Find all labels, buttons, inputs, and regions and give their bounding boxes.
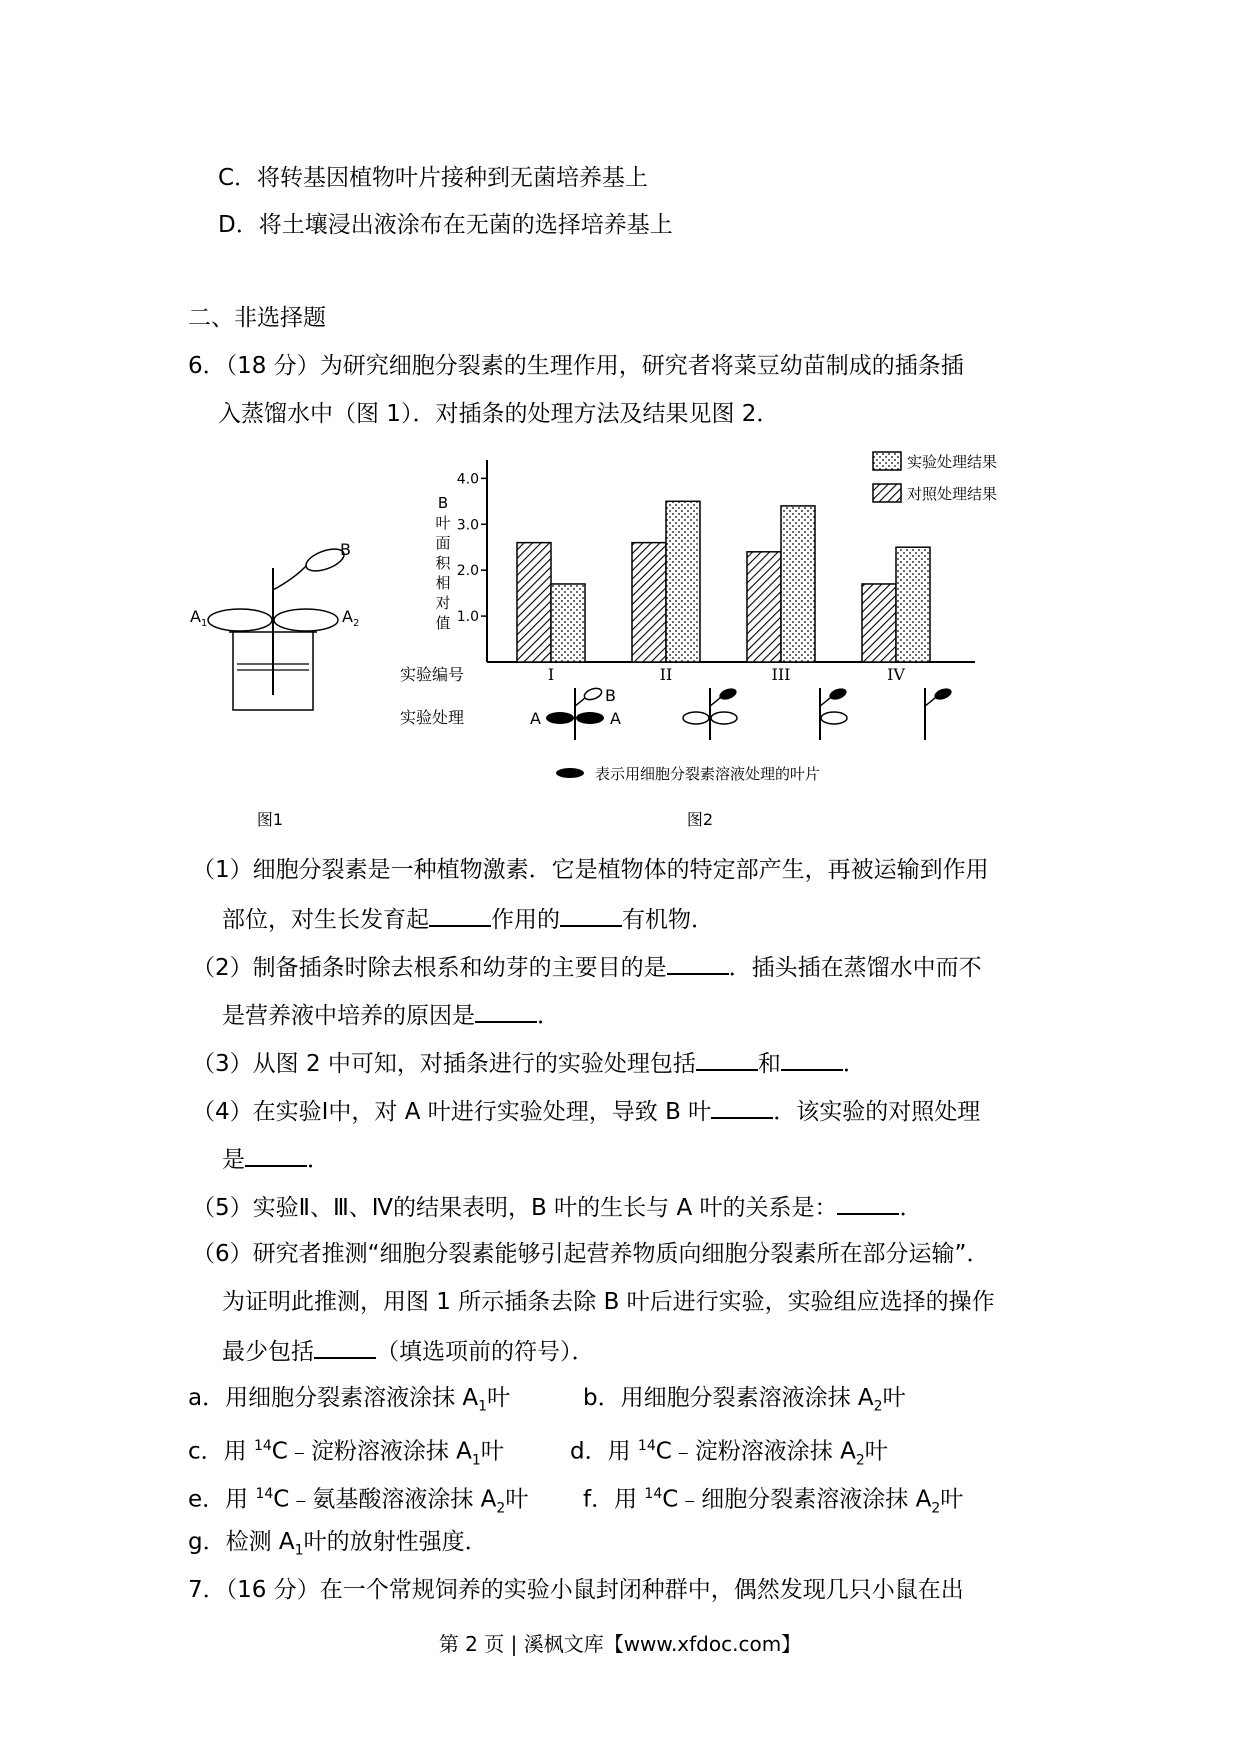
blank-10[interactable] xyxy=(314,1335,376,1359)
choice-e: e．用 $^{14}$C﹣氨基酸溶液涂抹 $A_2$叶 xyxy=(188,1486,529,1517)
x-tick-labels xyxy=(548,665,906,684)
bar-control xyxy=(517,543,551,662)
row-label-treatment: 实验处理 xyxy=(400,708,465,727)
q6-sub5: （5）实验Ⅱ、Ⅲ、Ⅳ的结果表明，B 叶的生长与 A 叶的关系是： ． xyxy=(192,1191,922,1223)
choice-d: d．用 $^{14}$C﹣淀粉溶液涂抹 $A_2$叶 xyxy=(570,1438,888,1469)
fig1-caption: 图1 xyxy=(256,810,284,829)
bar-experiment xyxy=(896,547,930,662)
page-footer: 第 2 页 | 溪枫文库【www.xfdoc.com】 xyxy=(438,1632,802,1656)
option-c: C．将转基因植物叶片接种到无菌培养基上 xyxy=(218,165,649,191)
q6-sub2-line1: （2）制备插条时除去根系和幼芽的主要目的是 ．插头插在蒸馏水中而不 xyxy=(192,951,982,983)
bar-experiment xyxy=(666,501,700,662)
blank-4[interactable] xyxy=(475,999,537,1023)
blank-9[interactable] xyxy=(837,1191,899,1215)
q6-sub6-line2: 为证明此推测，用图 1 所示插条去除 B 叶后进行实验，实验组应选择的操作 xyxy=(222,1289,995,1315)
figure xyxy=(185,440,1055,840)
fig2-chart xyxy=(435,452,997,684)
fig1-label-a2: $A_2$ xyxy=(342,607,360,629)
y-tick-label: 4.0 xyxy=(456,471,479,488)
bar-experiment xyxy=(781,506,815,662)
legend-note: 表示用细胞分裂素溶液处理的叶片 xyxy=(595,765,821,783)
x-tick-label: III xyxy=(771,665,791,684)
choice-c: c．用 $^{14}$C﹣淀粉溶液涂抹 $A_1$叶 xyxy=(188,1438,504,1469)
y-ticks xyxy=(457,471,487,625)
y-tick-label: 3.0 xyxy=(456,517,479,534)
fig1-leaf-a1 xyxy=(208,609,272,631)
y-axis-label-char: 对 xyxy=(435,594,451,612)
blank-7[interactable] xyxy=(711,1095,773,1119)
row-label-exp-number: 实验编号 xyxy=(400,665,465,684)
blank-2[interactable] xyxy=(560,903,622,927)
bar-control xyxy=(632,543,666,662)
x-tick-label: II xyxy=(659,665,673,684)
bar-control xyxy=(862,584,896,662)
choice-a: a．用细胞分裂素溶液涂抹 $A_1$叶 xyxy=(188,1385,511,1415)
treatment-icon-1 xyxy=(530,686,621,740)
y-tick-label: 2.0 xyxy=(456,563,479,580)
q6-sub4-line1: （4）在实验Ⅰ中，对 A 叶进行实验处理，导致 B 叶 ．该实验的对照处理 xyxy=(192,1095,980,1127)
q6-sub1-line1: （1）细胞分裂素是一种植物激素．它是植物体的特定部产生，再被运输到作用 xyxy=(192,857,989,883)
legend-swatch xyxy=(873,452,901,470)
choice-f: f．用 $^{14}$C﹣细胞分裂素溶液涂抹 $A_2$叶 xyxy=(583,1486,964,1517)
legend-entry: 实验处理结果 xyxy=(907,453,998,471)
y-axis-label xyxy=(435,494,451,632)
choice-g: g．检测 $A_1$叶的放射性强度． xyxy=(188,1529,488,1559)
blank-8[interactable] xyxy=(245,1143,307,1167)
fig1-plant xyxy=(190,540,359,829)
y-axis-label-char: 叶 xyxy=(435,514,451,532)
y-axis-label-char: 相 xyxy=(435,574,451,592)
fig1-label-a1: $A_1$ xyxy=(190,607,208,629)
fig1-label-b: B xyxy=(340,540,351,559)
fig2-caption: 图2 xyxy=(686,810,714,829)
q6-sub2-line2: 是营养液中培养的原因是 ． xyxy=(222,999,560,1031)
y-axis-label-char: B xyxy=(437,494,449,512)
q6-line1: 6．（18 分）为研究细胞分裂素的生理作用，研究者将菜豆幼苗制成的插条插 xyxy=(188,353,964,379)
section-title: 二、非选择题 xyxy=(188,305,326,331)
option-d: D．将土壤浸出液涂布在无菌的选择培养基上 xyxy=(218,212,673,238)
q6-sub1-line2: 部位，对生长发育起 作用的 有机物． xyxy=(222,903,714,935)
legend-swatch xyxy=(873,484,901,502)
y-tick-label: 1.0 xyxy=(456,609,479,626)
choice-b: b．用细胞分裂素溶液涂抹 $A_2$叶 xyxy=(583,1385,906,1415)
x-tick-label: IV xyxy=(887,665,905,684)
treat-label-b: B xyxy=(605,686,616,705)
blank-6[interactable] xyxy=(781,1047,843,1071)
q6-sub3: （3）从图 2 中可知，对插条进行的实验处理包括 和 ． xyxy=(192,1047,866,1079)
bar-experiment xyxy=(551,584,585,662)
q6-sub6-line1: （6）研究者推测“细胞分裂素能够引起营养物质向细胞分裂素所在部分运输”． xyxy=(192,1241,990,1267)
y-axis-label-char: 面 xyxy=(435,534,451,552)
treatment-icon-4 xyxy=(925,686,953,740)
treatment-icon-3 xyxy=(820,686,848,740)
treatment-icon-2 xyxy=(683,686,738,740)
q6-line2: 入蒸馏水中（图 1）．对插条的处理方法及结果见图 2． xyxy=(218,401,780,427)
y-axis-label-char: 积 xyxy=(435,554,451,572)
q6-sub4-line2: 是 ． xyxy=(222,1143,330,1175)
blank-5[interactable] xyxy=(696,1047,758,1071)
blank-1[interactable] xyxy=(429,903,491,927)
blank-3[interactable] xyxy=(667,951,729,975)
legend-entry: 对照处理结果 xyxy=(907,485,998,503)
y-axis-label-char: 值 xyxy=(435,614,451,632)
treat-label-a-left: A xyxy=(530,709,541,728)
treat-label-a-right: A xyxy=(610,709,621,728)
x-tick-label: I xyxy=(547,665,555,684)
bars xyxy=(517,501,930,662)
q7-line1: 7．（16 分）在一个常规饲养的实验小鼠封闭种群中，偶然发现几只小鼠在出 xyxy=(188,1577,964,1603)
bar-control xyxy=(747,552,781,662)
q6-sub6-line3: 最少包括 （填选项前的符号）． xyxy=(222,1335,595,1367)
legend-note-leaf-icon xyxy=(556,768,584,778)
legend xyxy=(873,452,997,503)
fig1-leaf-a2 xyxy=(274,609,338,631)
